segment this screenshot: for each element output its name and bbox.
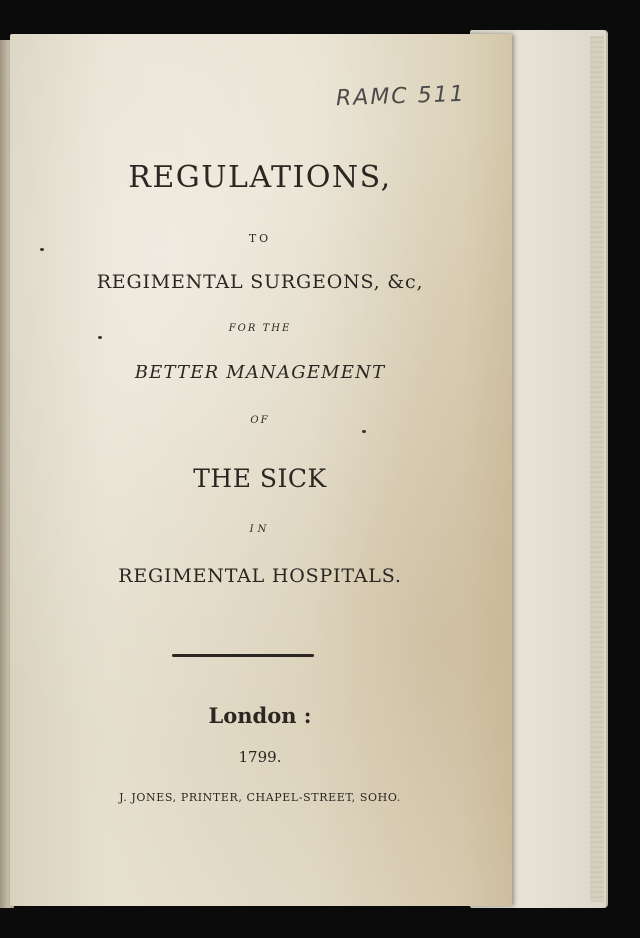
printer-line: J. JONES, PRINTER, CHAPEL-STREET, SOHO.: [119, 791, 401, 804]
ink-speck: [40, 248, 44, 251]
imprint-city: London :: [208, 703, 312, 728]
main-title: REGULATIONS,: [128, 160, 392, 195]
ink-speck: [362, 430, 366, 433]
divider-rule: [172, 654, 314, 657]
title-subject: THE SICK: [193, 464, 327, 493]
title-connector-of: OF: [250, 415, 270, 426]
title-connector-to: TO: [248, 232, 272, 245]
page-edges: [590, 36, 604, 902]
ink-speck: [98, 336, 102, 339]
title-recipients: REGIMENTAL SURGEONS, &c,: [96, 271, 424, 293]
title-page: [10, 34, 512, 906]
title-place: REGIMENTAL HOSPITALS.: [118, 565, 402, 587]
title-connector-for-the: FOR THE: [228, 323, 292, 334]
imprint-year: 1799.: [238, 748, 282, 766]
shelfmark-annotation: RAMC 511: [335, 81, 467, 112]
title-connector-in: IN: [249, 524, 271, 535]
title-purpose: BETTER MANAGEMENT: [134, 362, 386, 383]
